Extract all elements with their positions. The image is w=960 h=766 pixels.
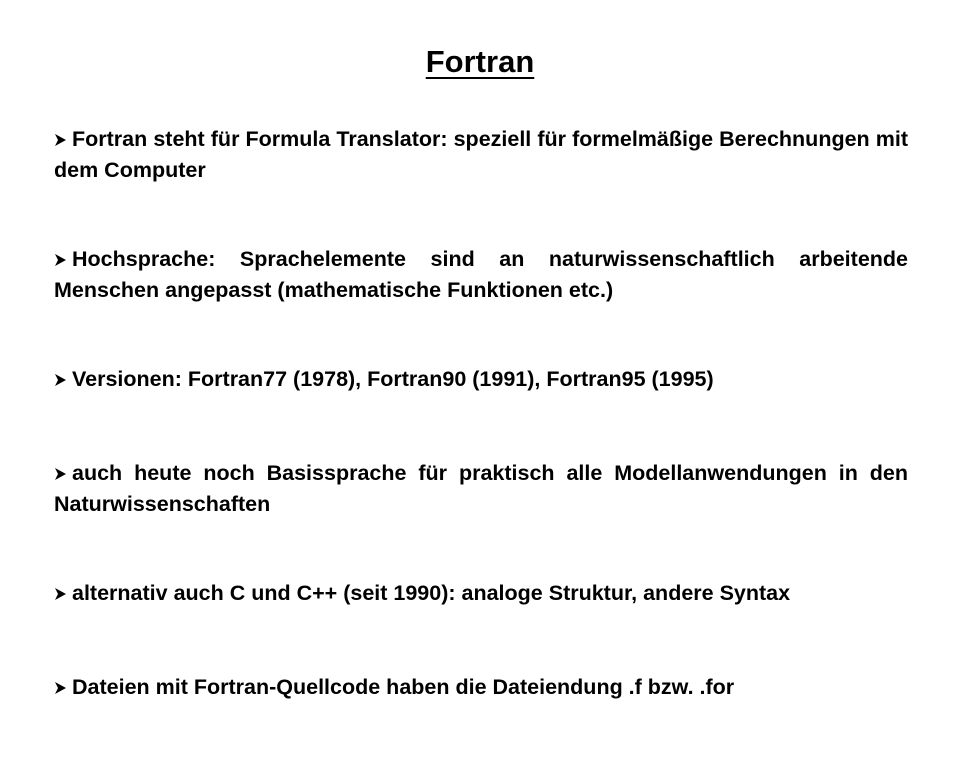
bullet-text: Hochsprache: Sprachelemente sind an naturwissenschaftlich arbeitende Menschen angepasst (mathematische Funktionen etc.) <box>54 247 908 302</box>
bullet-text: Dateien mit Fortran-Quellcode haben die Dateiendung .f bzw. .for <box>72 675 735 699</box>
bullet-list <box>54 124 908 766</box>
arrow-bullet-icon <box>54 681 67 695</box>
bullet-text: Fortran steht für Formula Translator: speziell für formelmäßige Berechnungen mit dem Computer <box>54 127 908 182</box>
bullet-text: alternativ auch C und C++ (seit 1990): analoge Struktur, andere Syntax <box>72 581 791 605</box>
bullet-item <box>54 672 908 703</box>
arrow-bullet-icon <box>54 253 67 267</box>
bullet-item <box>54 124 908 186</box>
bullet-item <box>54 364 908 395</box>
arrow-bullet-icon <box>54 133 67 147</box>
arrow-bullet-icon <box>54 467 67 481</box>
bullet-item <box>54 578 908 609</box>
bullet-item <box>54 244 908 306</box>
arrow-bullet-icon <box>54 373 67 387</box>
arrow-bullet-icon <box>54 587 67 601</box>
bullet-text: auch heute noch Basissprache für praktisch alle Modellanwendungen in den Naturwissenschaften <box>54 461 908 516</box>
bullet-text: Versionen: Fortran77 (1978), Fortran90 (1991), Fortran95 (1995) <box>72 367 714 391</box>
bullet-item <box>54 458 908 520</box>
slide-title: Fortran <box>425 44 535 79</box>
